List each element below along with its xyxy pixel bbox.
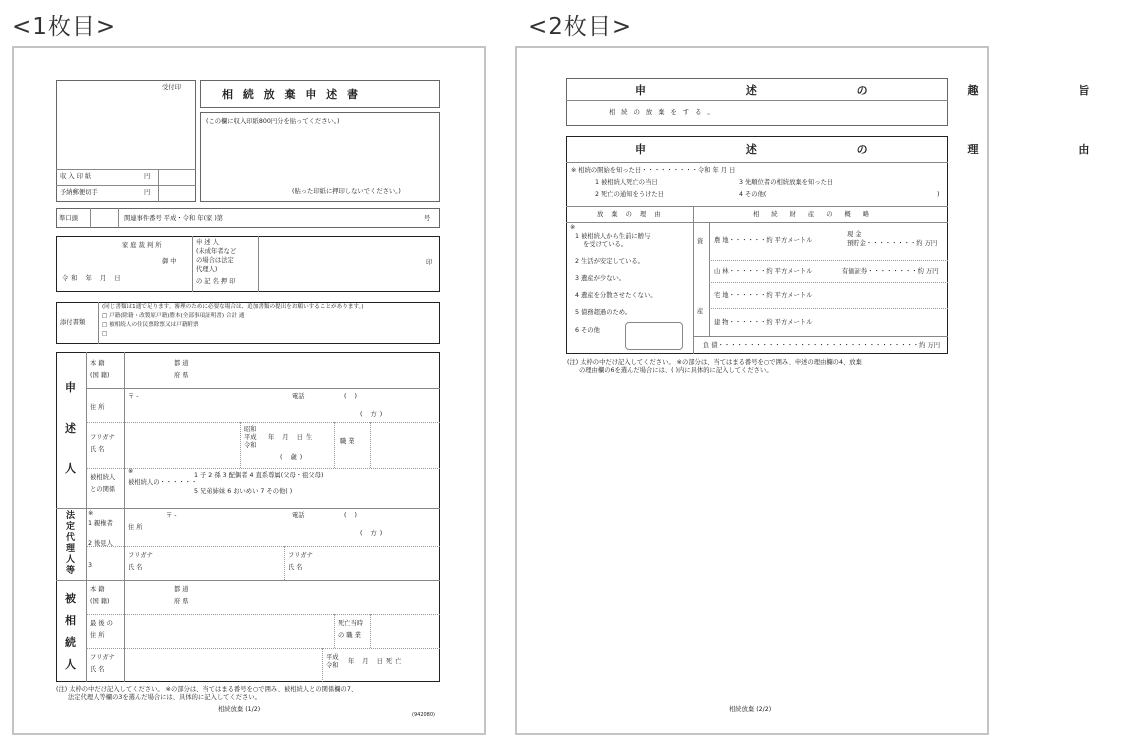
applicant-side-1: 申: [65, 381, 76, 394]
sig-label-2: (未成年者など: [196, 248, 237, 255]
death-era-reiwa: 令和: [326, 662, 339, 669]
occupation-label: 職 業: [340, 438, 355, 445]
postage-label: 予納郵便切手: [60, 189, 98, 196]
sig-label-3: の場合は法定: [196, 257, 234, 264]
deceased-honseki-2: (国 籍): [90, 598, 110, 605]
debt-line: 負 債・・・・・・・・・・・・・・・・・・・・・・・・・・・・・・・・約 万円: [703, 342, 940, 349]
court-signature-box: [56, 236, 440, 292]
deceased-todo-1: 都 道: [174, 586, 189, 593]
gist-heading: 申 述 の 趣 旨: [635, 84, 1137, 97]
forest-line: 山 林・・・・・・約 平方メートル: [714, 268, 813, 275]
agent-phone-paren: ( ): [344, 512, 360, 519]
securities-line: 有価証券・・・・・・・・約 万円: [842, 268, 939, 275]
relation-label-2: との関係: [90, 486, 116, 493]
relation-mark: ※: [128, 468, 134, 475]
agent-option-1: 1 親権者: [88, 520, 113, 527]
agent-care-of: ( 方): [360, 530, 386, 537]
honseki-label-2: (国 籍): [90, 372, 110, 379]
phone-label: 電話: [292, 393, 305, 400]
death-date-label: 年 月 日死亡: [348, 658, 405, 665]
related-case-row: [56, 208, 440, 228]
known-date-line: ※ 相続の開始を知った日・・・・・・・・・令和 年 月 日: [571, 167, 736, 174]
sig-label-4: 代理人): [196, 266, 218, 273]
known-opt-4: 4 その他(: [739, 191, 767, 198]
relation-options-1: 1 子 2 孫 3 配偶者 4 直系尊属(父母・祖父母): [194, 472, 324, 479]
sig-label-1: 申 述 人: [196, 239, 219, 246]
building-line: 建 物・・・・・・約 平方メートル: [714, 319, 813, 326]
note-line-1: (注) 太枠の中だけ記入してください。 ※の部分は、当てはまる番号を○で囲み、被相続人との関係欄の7、: [56, 686, 358, 693]
postal-mark: 〒 -: [128, 393, 139, 400]
attachments-heading: 添付書類: [60, 319, 86, 326]
applicant-table: [56, 352, 440, 682]
death-job-1: 死亡当時: [338, 620, 364, 627]
birth-date-label: 年 月 日生: [268, 434, 316, 441]
phone-paren: ( ): [344, 393, 360, 400]
reason-4: 4 遺産を分散させたくない。: [575, 292, 657, 299]
reason-mark: ※: [570, 224, 576, 231]
farmland-line: 農 地・・・・・・約 平方メートル: [714, 237, 813, 244]
agent-side-5: 人: [66, 555, 76, 565]
furigana-label: フリガナ: [90, 434, 115, 441]
known-opt-3: 3 先順位者の相続放棄を知った日: [739, 179, 834, 186]
deceased-side-4: 人: [65, 658, 76, 671]
last-address-1: 最 後 の: [90, 620, 113, 627]
yen-label: 円: [144, 189, 151, 196]
todofuken-1: 都 道: [174, 360, 189, 367]
agent-name-label: 氏 名: [128, 564, 143, 571]
number-suffix: 号: [424, 215, 431, 222]
revenue-stamp-label: 収 入 印 紙: [60, 173, 92, 180]
relation-prefix: 被相続人の・・・・・・: [128, 479, 198, 486]
last-address-2: 住 所: [90, 632, 105, 639]
asset-side-label: 資: [697, 238, 704, 245]
sig-label-5: の 記 名 押 印: [196, 278, 236, 285]
asset-column-head: 相 続 財 産 の 概 略: [753, 211, 875, 218]
reason-1: 1 被相続人から生前に贈与: [575, 233, 651, 240]
agent-furigana-2: フリガナ: [288, 552, 313, 559]
residential-land-line: 宅 地・・・・・・約 平方メートル: [714, 292, 813, 299]
reason-column-head: 放 棄 の 理 由: [597, 211, 664, 218]
agent-mark: ※: [88, 510, 94, 517]
page-footer: 相続放棄 (2/2): [729, 706, 772, 713]
note-line-2: 法定代理人等欄の3を選んだ場合には、具体的に記入してください。: [68, 694, 261, 701]
asset-side-label-2: 産: [697, 308, 704, 315]
receipt-stamp-box: [56, 80, 196, 202]
age-label: ( 歳): [280, 454, 306, 461]
agent-side-2: 定: [66, 522, 76, 532]
reason-5: 5 債務超過のため。: [575, 309, 632, 316]
applicant-side-2: 述: [65, 422, 76, 435]
deceased-side-1: 被: [65, 592, 76, 605]
applicant-side-3: 人: [65, 462, 76, 475]
stamp-instruction-2: (貼った印紙に押印しないでください。): [292, 188, 401, 195]
gochu-label: 御 中: [162, 258, 177, 265]
deposit-line: 預貯金・・・・・・・・約 万円: [847, 240, 938, 247]
cash-label: 現 金: [847, 231, 862, 238]
death-era-heisei: 平成: [326, 654, 339, 661]
agent-address-label: 住 所: [128, 524, 143, 531]
receipt-stamp-label: 受付印: [162, 84, 181, 91]
todofuken-2: 府 県: [174, 372, 189, 379]
reason-heading: 申 述 の 理 由: [635, 143, 1137, 156]
attach-item-3: □: [102, 331, 108, 337]
attach-note: (同じ書類は1通で足ります。審理のために必要な場合は、追加書類の提出をお願いすることがあります。): [102, 304, 364, 310]
agent-side-4: 理: [66, 544, 76, 554]
honseki-label-1: 本 籍: [90, 360, 105, 367]
agent-side-6: 等: [66, 566, 76, 576]
address-label: 住 所: [90, 404, 105, 411]
known-opt-4-close: ): [937, 191, 940, 198]
death-job-2: の 職 業: [338, 632, 361, 639]
deceased-honseki-1: 本 籍: [90, 586, 105, 593]
stamp-instruction: (この欄に収入印紙800円分を貼ってください。): [206, 118, 340, 125]
form-page-1: [12, 46, 486, 735]
era-showa: 昭和: [244, 426, 257, 433]
gist-text: 相 続 の 放 棄 を す る 。: [609, 109, 716, 116]
family-court-label: 家 庭 裁 判 所: [122, 242, 162, 249]
note-line-2: の理由欄の6を選んだ場合には、( )内に具体的に記入してください。: [579, 367, 773, 374]
page-footer: 相続放棄 (1/2): [218, 706, 261, 713]
agent-option-3: 3: [88, 562, 93, 569]
yen-label: 円: [144, 173, 151, 180]
relation-label-1: 被相続人: [90, 474, 116, 481]
agent-postal-mark: 〒 -: [166, 512, 177, 519]
junko-label: 準口頭: [59, 215, 78, 222]
relation-options-2: 5 兄弟姉妹 6 おいめい 7 その他( ): [194, 488, 293, 495]
related-case-label: 関連事件番号 平成・令和 年(家 )第: [124, 215, 224, 222]
form-page-2: [515, 46, 1137, 735]
care-of-label: ( 方): [360, 411, 386, 418]
reason-6-bracket: [625, 322, 683, 350]
name-label: 氏 名: [90, 446, 105, 453]
attach-item-2: □ 被相続人の住民票除票又は戸籍附票: [102, 322, 199, 328]
deceased-furigana: フリガナ: [90, 654, 115, 661]
era-heisei: 平成: [244, 434, 257, 441]
attach-item-1: □ 戸籍(除籍・改製原戸籍)謄本(全部事項証明書) 合計 通: [102, 313, 245, 319]
agent-name-label-2: 氏 名: [288, 564, 303, 571]
agent-furigana: フリガナ: [128, 552, 153, 559]
agent-side-1: 法: [66, 511, 76, 521]
known-opt-2: 2 死亡の通知をうけた日: [595, 191, 664, 198]
reason-2: 2 生活が安定している。: [575, 258, 644, 265]
era-reiwa: 令和: [244, 442, 257, 449]
reason-3: 3 遺産が少ない。: [575, 275, 626, 282]
reason-1b: を受けている。: [583, 241, 628, 248]
form-code: (942080): [412, 712, 435, 718]
deceased-name-label: 氏 名: [90, 666, 105, 673]
page1-caption: <1枚目>: [12, 14, 117, 40]
page2-caption: <2枚目>: [528, 14, 633, 40]
deceased-todo-2: 府 県: [174, 598, 189, 605]
date-label: 令和 年 月 日: [62, 275, 124, 282]
note-line-1: (注) 太枠の中だけ記入してください。 ※の部分は、当てはまる番号を○で囲み、申述の理由欄の4、放棄: [567, 359, 862, 366]
reason-6: 6 その他: [575, 327, 600, 334]
seal-mark: 印: [426, 259, 433, 266]
agent-side-3: 代: [66, 533, 76, 543]
deceased-side-2: 相: [65, 614, 76, 627]
agent-option-2: 2 後見人: [88, 540, 113, 547]
known-opt-1: 1 被相続人死亡の当日: [595, 179, 658, 186]
agent-phone-label: 電話: [292, 512, 305, 519]
form-title: 相 続 放 棄 申 述 書: [222, 88, 361, 101]
deceased-side-3: 続: [65, 636, 76, 649]
